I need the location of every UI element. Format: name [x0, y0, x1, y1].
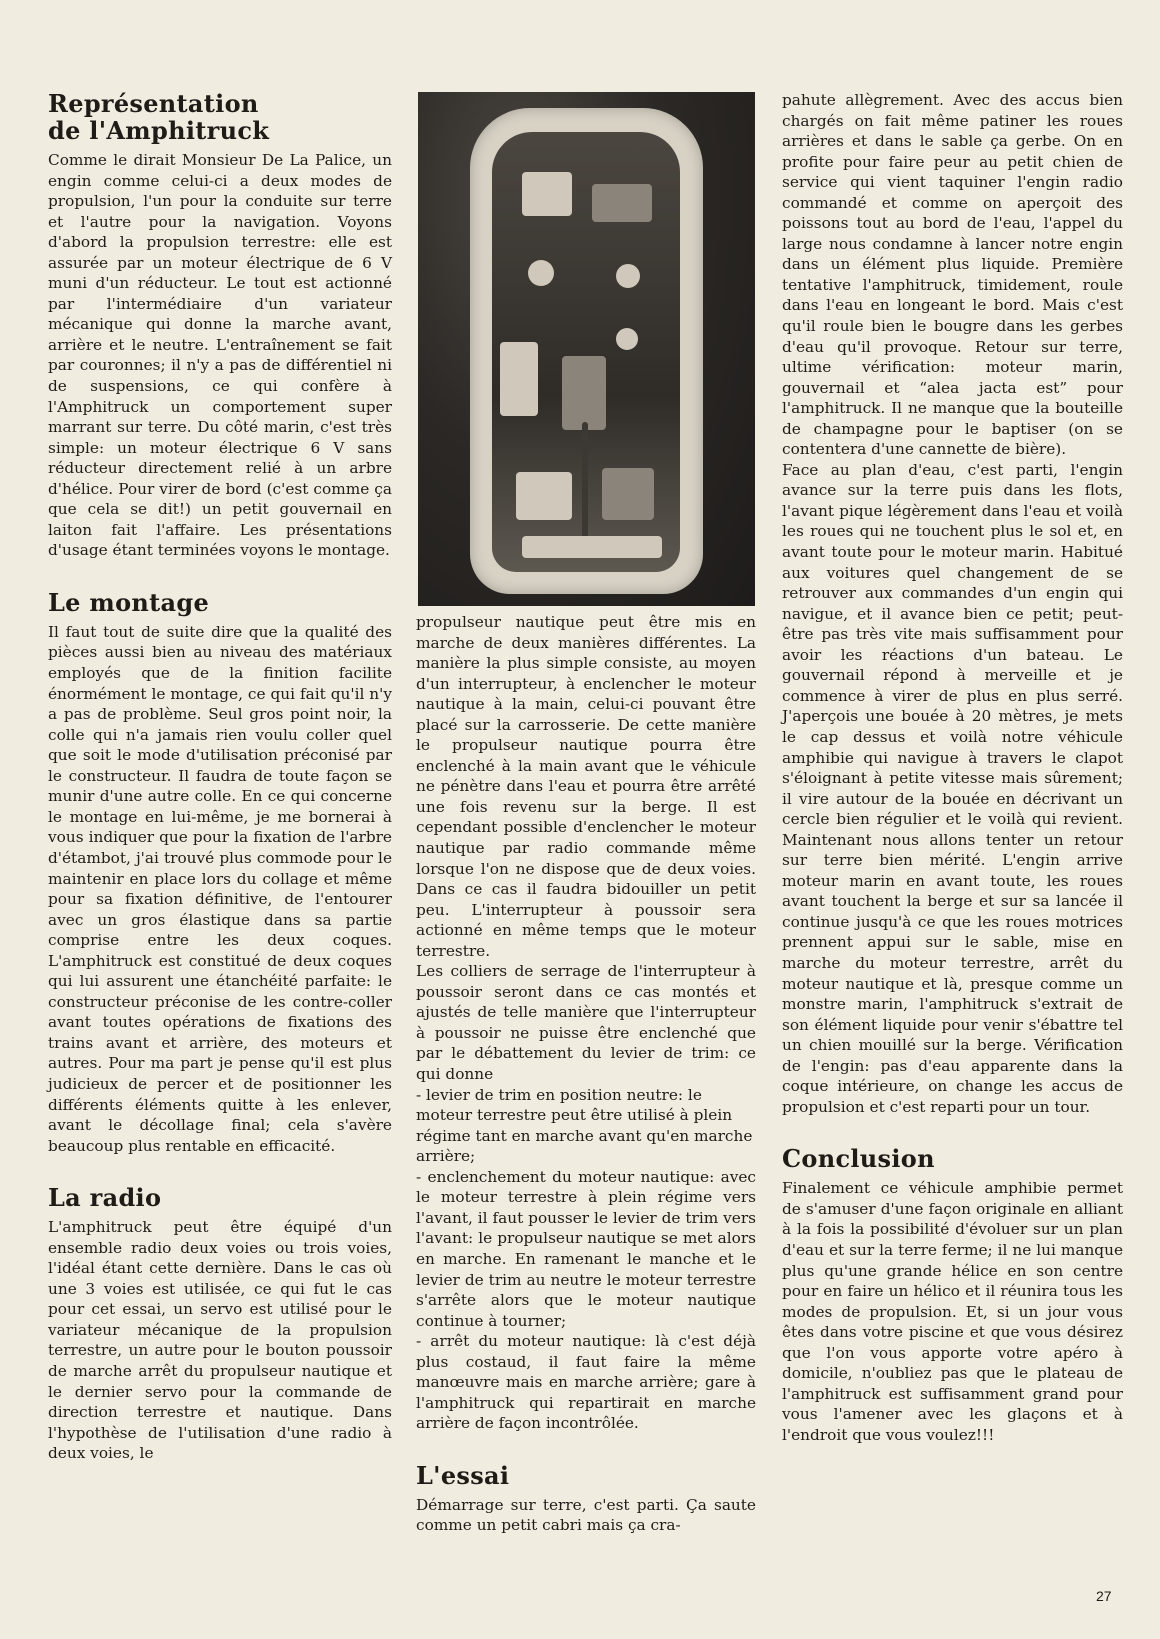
column-middle	[416, 612, 756, 1536]
list-item-levier-neutre: - levier de trim en position neutre: le moteur terrestre peut être utilisé à plein régime tant en marche avant qu'en marche arrière;	[416, 1085, 753, 1166]
hull-interior	[492, 132, 680, 572]
heading-radio: La radio	[48, 1183, 162, 1213]
paragraph-colliers: Les colliers de serrage de l'interrupteur à poussoir seront dans ce cas montés et ajustés de telle manière que l'interrupteur à poussoir ne puisse être enclenché que par le débattement du levier de trim: ce qui donne	[416, 962, 756, 1084]
paragraph-radio: L'amphitruck peut être équipé d'un ensemble radio deux voies ou trois voies, l'idéal étant cette dernière. Dans le cas où une 3 voies est utilisée, ce qui fut le cas pour cet essai, un servo est utilisé pour le variateur mécanique de la propulsion terrestre, un autre pour le bouton poussoir de marche arrêt du propulseur nautique et le dernier servo pour la commande de direction terrestre et nautique. Dans l'hypothèse de l'utilisation d'une radio à deux voies, le	[48, 1218, 392, 1463]
paragraph-plan-eau: Face au plan d'eau, c'est parti, l'engin avance sur la terre puis dans les flots, l'avant pique légèrement dans l'eau et voilà les roues qui ne touchent plus le sol et, en avant toute pour le moteur marin. Habitué aux voitures quel changement de se retrouver aux commandes d'un engin qui navigue, et il avance bien ce petit; peut-être pas très vite mais suffisamment pour avoir les réactions d'un bateau. Le gouvernail répond à merveille et je commence à virer de plus en plus serré. J'aperçois une bouée à 20 mètres, je mets le cap dessus et voilà notre véhicule amphibie qui navigue à travers le clapot s'éloignant à petite vitesse mais sûrement; il vire autour de la bouée en décrivant un cercle bien régulier et le voilà qui revient. Maintenant nous allons tenter un retour sur terre bien mérité. L'engin arrive moteur marin en avant toute, les roues avant touchent la berge et sur sa lancée il continue jusqu'à ce que les roues motrices prennent appui sur le sable, mise en marche du moteur terrestre, arrêt du moteur nautique et là, presque comme un monstre marin, l'amphitruck s'extrait de son élément liquide pour venir s'ébattre tel un chien mouillé sur la berge. Vérification de l'engin: pas d'eau apparente dans la coque intérieure, on change les accus de propulsion et c'est reparti pour un tour.	[782, 460, 1123, 1116]
hull-shape	[470, 108, 703, 594]
heading-representation: Représentation de l'Amphitruck	[48, 89, 270, 145]
paragraph-essai-start: Démarrage sur terre, c'est parti. Ça saute comme un petit cabri mais ça cra-	[416, 1495, 756, 1535]
page-number: 27	[1096, 1588, 1112, 1604]
column-left	[48, 90, 392, 1464]
heading-montage: Le montage	[48, 587, 210, 617]
column-right	[782, 90, 1123, 1445]
amphitruck-photo	[418, 92, 755, 606]
list-item-arret: - arrêt du moteur nautique: là c'est déjà plus costaud, il faut faire la même manœuvre mais en marche arrière; gare à l'amphitruck qui repartirait en marche arrière de façon incontrôlée.	[416, 1332, 756, 1433]
heading-conclusion: Conclusion	[782, 1144, 935, 1174]
heading-essai: L'essai	[416, 1460, 510, 1490]
paragraph-conclusion: Finalement ce véhicule amphibie permet de s'amuser d'une façon originale en alliant à la fois la possibilité d'évoluer sur un plan d'eau et sur la terre ferme; il ne lui manque plus qu'une grande hélice en son centre pour en faire un hélico et il réunira tous les modes de propulsion. Et, si un jour vous êtes dans votre piscine et que vous désirez que l'on vous apporte votre apéro à domicile, n'oubliez pas que le plateau de l'amphitruck est suffisamment grand pour vous l'amener avec les glaçons et à l'endroit que vous voulez!!!	[782, 1179, 1123, 1444]
paragraph-essai-continued: pahute allègrement. Avec des accus bien chargés on fait même patiner les roues arrières et dans le sable ça gerbe. On en profite pour faire peur au petit chien de service qui vient taquiner l'engin radio commandé et comme on aperçoit des poissons tout au bord de l'eau, l'appel du large nous condamne à lancer notre engin dans un élément plus liquide. Première tentative l'amphitruck, timidement, roule dans l'eau en longeant le bord. Mais c'est qu'il roule bien le bougre dans les gerbes d'eau qu'il provoque. Retour sur terre, ultime vérification: moteur marin, gouvernail et “alea jacta est” pour l'amphitruck. Il ne manque que la bouteille de champagne pour le baptiser (on se contentera d'une cannette de bière).	[782, 91, 1123, 459]
paragraph-montage: Il faut tout de suite dire que la qualité des pièces aussi bien au niveau des matériaux employés que de la finition facilite énormément le montage, ce qui fait qu'il n'y a pas de problème. Seul gros point noir, la colle qui n'a jamais rien voulu coller quel que soit le mode d'utilisation préconisé par le constructeur. Il faudra de toute façon se munir d'une autre colle. En ce qui concerne le montage en lui-même, je me bornerai à vous indiquer que pour la fixation de l'arbre d'étambot, j'ai trouvé plus commode pour le maintenir en place lors du collage et même pour sa fixation définitive, de l'entourer avec un gros élastique dans sa partie comprise entre les deux coques. L'amphitruck est constitué de deux coques qui lui assurent une étanchéité parfaite: le constructeur préconise de les contre-coller avant toutes opérations de fixations des trains avant et arrière, des moteurs et autres. Pour ma part je pense qu'il est plus judicieux de percer et de positionner les différents éléments quitte à les enlever, avant le décollage final; cela s'avère beaucoup plus rentable en efficacité.	[48, 622, 392, 1155]
paragraph-propulseur: propulseur nautique peut être mis en marche de deux manières différentes. La manière la plus simple consiste, au moyen d'un interrupteur, à enclencher le moteur nautique à la main, celui-ci pouvant être placé sur la carrosserie. De cette manière le propulseur nautique pourra être enclenché à la main avant que le véhicule ne pénètre dans l'eau et pourra être arrêté une fois revenu sur la berge. Il est cependant possible d'enclencher le moteur nautique par radio commande même lorsque l'on ne dispose que de deux voies. Dans ce cas il faudra bidouiller un petit peu. L'interrupteur à poussoir sera actionné en même temps que le moteur terrestre.	[416, 613, 756, 960]
paragraph-representation: Comme le dirait Monsieur De La Palice, un engin comme celui-ci a deux modes de propulsion, l'un pour la conduite sur terre et l'autre pour la navigation. Voyons d'abord la propulsion terrestre: elle est assurée par un moteur électrique de 6 V muni d'un réducteur. Le tout est actionné par l'intermédiaire d'un variateur mécanique qui donne la marche avant, arrière et le neutre. L'entraînement se fait par couronnes; il n'y a pas de différentiel ni de suspensions, ce qui confère à l'Amphitruck un comportement super marrant sur terre. Du côté marin, c'est très simple: un moteur électrique 6 V sans réducteur directement relié à un arbre d'hélice. Pour virer de bord (c'est comme ça que cela se dit!) un petit gouvernail en laiton fait l'affaire. Les présentations d'usage étant terminées voyons le montage.	[48, 151, 392, 560]
list-item-enclenchement: - enclenchement du moteur nautique: avec le moteur terrestre à plein régime vers l'avant, il faut pousser le levier de trim vers l'avant: le propulseur nautique se met alors en marche. En ramenant le manche et le levier de trim au neutre le moteur terrestre s'arrête alors que le moteur nautique continue à tourner;	[416, 1167, 756, 1330]
